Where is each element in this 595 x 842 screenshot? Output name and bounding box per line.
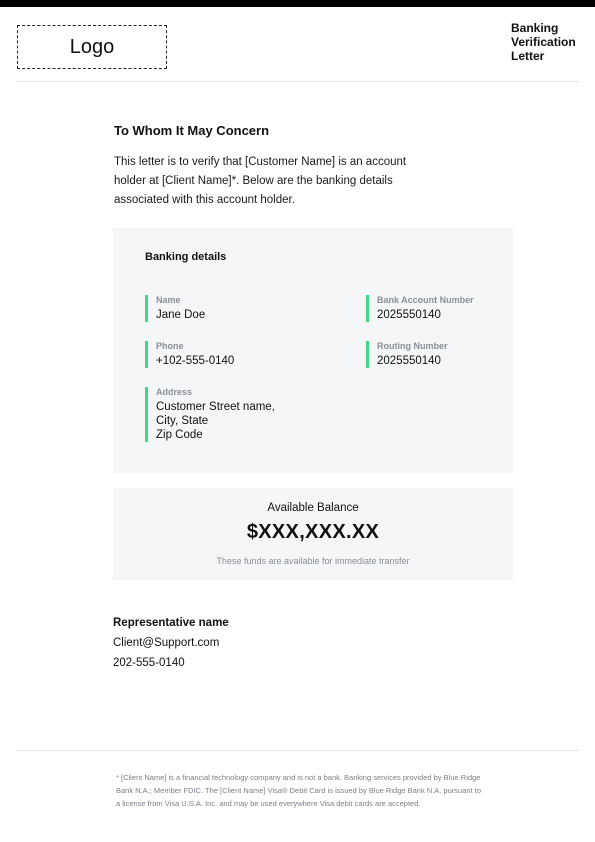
address-field [145,387,275,442]
representative-phone: 202-555-0140 [113,657,185,669]
banking-details-card [113,228,513,473]
footer-divider [16,750,579,751]
letter-greeting: To Whom It May Concern [114,123,270,138]
name-field [145,295,205,322]
document-title-line: Banking [511,21,559,35]
routing-number-field [366,341,448,368]
address-label: Address [156,387,193,397]
header-divider [16,81,579,82]
account-number-field [366,295,474,322]
name-value: Jane Doe [156,309,206,321]
account-number-label: Bank Account Number [377,295,474,305]
top-bar [0,0,595,7]
routing-number-value: 2025550140 [377,355,441,367]
account-number-value: 2025550140 [377,309,441,321]
document-title-line: Verification [511,35,576,49]
balance-amount: $XXX,XXX.XX [246,521,380,543]
routing-number-label: Routing Number [377,341,448,351]
banking-details-heading: Banking details [145,251,227,263]
representative-name: Representative name [113,617,229,629]
address-value [156,400,275,442]
document-title-line: Letter [511,49,545,63]
address-line: City, State [156,415,209,427]
letter-intro: This letter is to verify that [Customer Name] is an account holder at [Client Name]*. Below are the banking details associated with this account holder. [114,156,407,206]
address-line: Zip Code [156,429,203,441]
balance-note: These funds are available for immediate transfer [216,556,410,566]
logo-placeholder: Logo [17,25,167,69]
address-line: Customer Street name, [156,401,275,413]
document-title [511,21,591,63]
phone-label: Phone [156,341,184,351]
phone-field [145,341,234,368]
balance-card [113,488,513,580]
representative-email: Client@Support.com [113,637,220,649]
footer-disclaimer: * [Client Name] is a financial technology company and is not a bank. Banking services provided by Blue Ridge Bank N.A.; Member FDIC. The [Client Name] Visa® Debit Card is issued by Blue Ridge Bank N.A. pursuant to a license from Visa U.S.A. Inc. and may be used everywhere Visa debit cards are accepted. [116,773,481,808]
phone-value: +102-555-0140 [156,355,235,367]
name-label: Name [156,295,181,305]
balance-label: Available Balance [267,502,359,514]
